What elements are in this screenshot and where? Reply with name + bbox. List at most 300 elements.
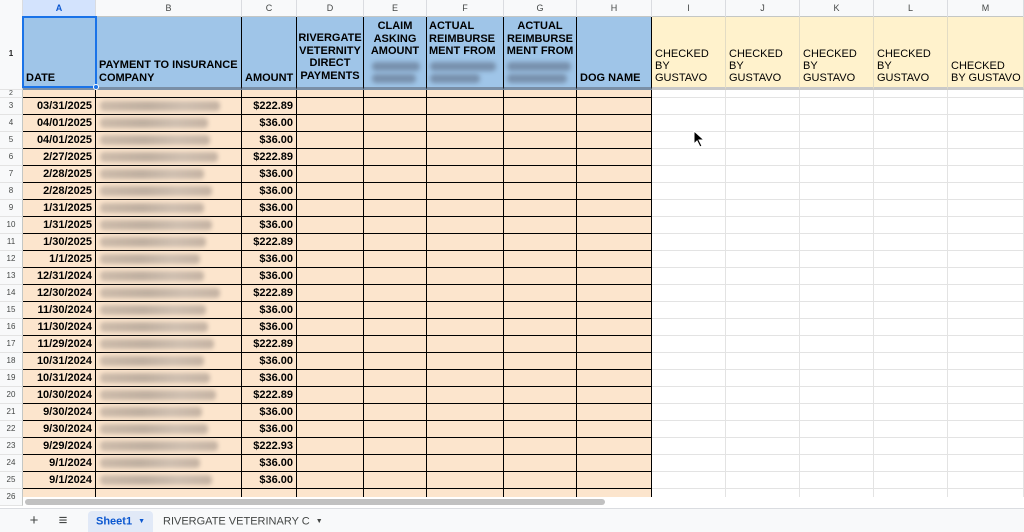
cell-empty[interactable] <box>364 302 427 319</box>
cell-empty[interactable] <box>504 268 577 285</box>
cell-empty[interactable] <box>577 285 652 302</box>
cell-empty[interactable] <box>726 251 800 268</box>
cell-empty[interactable] <box>800 132 874 149</box>
cell-payment-redacted[interactable] <box>96 404 242 421</box>
cell-empty[interactable] <box>948 115 1024 132</box>
cell-empty[interactable] <box>364 98 427 115</box>
row-header-22[interactable]: 22 <box>0 421 23 438</box>
cell-date[interactable]: 2/28/2025 <box>23 183 96 200</box>
cell-empty[interactable] <box>874 90 948 98</box>
cell-empty[interactable] <box>800 115 874 132</box>
cell-empty[interactable] <box>504 319 577 336</box>
cell-amount[interactable]: $36.00 <box>242 421 297 438</box>
cell-payment-redacted[interactable] <box>96 285 242 302</box>
cell-empty[interactable] <box>726 319 800 336</box>
cell-empty[interactable] <box>652 98 726 115</box>
cell-empty[interactable] <box>948 166 1024 183</box>
cell-empty[interactable] <box>297 472 364 489</box>
cell-empty[interactable] <box>652 132 726 149</box>
cell-empty[interactable] <box>427 438 504 455</box>
cell-empty[interactable] <box>874 438 948 455</box>
cell-amount[interactable]: $36.00 <box>242 302 297 319</box>
cell-amount[interactable]: $36.00 <box>242 455 297 472</box>
cell-empty[interactable] <box>726 370 800 387</box>
cell-amount[interactable]: $36.00 <box>242 404 297 421</box>
row-header-2[interactable]: 2 <box>0 90 23 98</box>
cell-empty[interactable] <box>297 370 364 387</box>
cell-empty[interactable] <box>577 132 652 149</box>
cell-empty[interactable] <box>427 353 504 370</box>
cell-payment-redacted[interactable] <box>96 166 242 183</box>
cell-empty[interactable] <box>577 251 652 268</box>
cell-empty[interactable] <box>800 438 874 455</box>
col-header-c[interactable]: C <box>242 0 297 17</box>
cell-empty[interactable] <box>297 166 364 183</box>
cell-empty[interactable] <box>948 472 1024 489</box>
cell-empty[interactable] <box>800 370 874 387</box>
cell-empty[interactable] <box>652 353 726 370</box>
cell-empty[interactable] <box>726 115 800 132</box>
cell-date[interactable]: 9/1/2024 <box>23 472 96 489</box>
cell-empty[interactable] <box>427 370 504 387</box>
header-checked-i[interactable] <box>652 17 726 90</box>
cell-empty[interactable] <box>652 404 726 421</box>
cell-payment-redacted[interactable] <box>96 183 242 200</box>
header-payment[interactable] <box>96 17 242 90</box>
cell-empty[interactable] <box>297 251 364 268</box>
cell-empty[interactable] <box>577 353 652 370</box>
cell-date[interactable]: 9/30/2024 <box>23 404 96 421</box>
cell-empty[interactable] <box>427 268 504 285</box>
cell-empty[interactable] <box>364 472 427 489</box>
cell-amount[interactable]: $36.00 <box>242 115 297 132</box>
cell-amount[interactable]: $222.89 <box>242 336 297 353</box>
cell-date[interactable]: 9/1/2024 <box>23 455 96 472</box>
cell-empty[interactable] <box>800 166 874 183</box>
cell-empty[interactable] <box>577 370 652 387</box>
cell-empty[interactable] <box>652 149 726 166</box>
cell-empty[interactable] <box>504 166 577 183</box>
cell-empty[interactable] <box>948 387 1024 404</box>
cell-empty[interactable] <box>364 234 427 251</box>
cell-empty[interactable] <box>652 421 726 438</box>
row-header-20[interactable]: 20 <box>0 387 23 404</box>
cell-empty[interactable] <box>652 183 726 200</box>
cell-empty[interactable] <box>874 149 948 166</box>
cell-date[interactable]: 1/1/2025 <box>23 251 96 268</box>
cell-empty[interactable] <box>364 285 427 302</box>
cell-empty[interactable] <box>948 217 1024 234</box>
cell-empty[interactable] <box>504 115 577 132</box>
cell-empty[interactable] <box>427 115 504 132</box>
cell-empty[interactable] <box>874 200 948 217</box>
cell-empty[interactable] <box>504 149 577 166</box>
cell-empty[interactable] <box>504 404 577 421</box>
cell-empty[interactable] <box>297 285 364 302</box>
cell-amount[interactable]: $222.93 <box>242 438 297 455</box>
cell-empty[interactable] <box>577 90 652 98</box>
cell-empty[interactable] <box>427 285 504 302</box>
cell-empty[interactable] <box>800 98 874 115</box>
chevron-down-icon[interactable]: ▼ <box>315 518 323 525</box>
cell-amount[interactable]: $222.89 <box>242 387 297 404</box>
cell-empty[interactable] <box>800 455 874 472</box>
header-checked-k[interactable] <box>800 17 874 90</box>
cell-empty[interactable] <box>577 183 652 200</box>
cell-empty[interactable] <box>427 455 504 472</box>
row-header-18[interactable]: 18 <box>0 353 23 370</box>
cell-empty[interactable] <box>800 421 874 438</box>
cell-payment-redacted[interactable] <box>96 455 242 472</box>
cell-empty[interactable] <box>652 90 726 98</box>
cell-empty[interactable] <box>874 387 948 404</box>
cell-payment-redacted[interactable] <box>96 353 242 370</box>
row-header-11[interactable]: 11 <box>0 234 23 251</box>
cell-empty[interactable] <box>874 166 948 183</box>
cell-payment-redacted[interactable] <box>96 200 242 217</box>
cell-empty[interactable] <box>726 438 800 455</box>
cell-empty[interactable] <box>504 472 577 489</box>
cell-empty[interactable] <box>800 90 874 98</box>
cell-empty[interactable] <box>577 234 652 251</box>
cell-empty[interactable] <box>297 115 364 132</box>
cell-empty[interactable] <box>364 166 427 183</box>
cell-empty[interactable] <box>297 319 364 336</box>
cell-empty[interactable] <box>652 455 726 472</box>
cell-empty[interactable] <box>297 387 364 404</box>
cell-empty[interactable] <box>874 455 948 472</box>
cell-empty[interactable] <box>427 132 504 149</box>
cell-empty[interactable] <box>364 251 427 268</box>
cell-empty[interactable] <box>948 268 1024 285</box>
cell-empty[interactable] <box>874 98 948 115</box>
cell-empty[interactable] <box>427 319 504 336</box>
cell-empty[interactable] <box>427 336 504 353</box>
cell-empty[interactable] <box>504 438 577 455</box>
cell-empty[interactable] <box>652 200 726 217</box>
row-header-9[interactable]: 9 <box>0 200 23 217</box>
col-header-g[interactable]: G <box>504 0 577 17</box>
cell-empty[interactable] <box>364 370 427 387</box>
cell-empty[interactable] <box>364 200 427 217</box>
cell-empty[interactable] <box>364 115 427 132</box>
cell-empty[interactable] <box>427 200 504 217</box>
cell-payment-redacted[interactable] <box>96 115 242 132</box>
cell-empty[interactable] <box>874 115 948 132</box>
cell-empty[interactable] <box>427 149 504 166</box>
col-header-j[interactable]: J <box>726 0 800 17</box>
cell-empty[interactable] <box>297 404 364 421</box>
col-header-f[interactable]: F <box>427 0 504 17</box>
cell-empty[interactable] <box>577 217 652 234</box>
cell-empty[interactable] <box>948 404 1024 421</box>
row-header-16[interactable]: 16 <box>0 319 23 336</box>
scrollbar-thumb[interactable] <box>25 499 605 505</box>
cell-empty[interactable] <box>726 149 800 166</box>
cell-empty[interactable] <box>427 302 504 319</box>
cell-empty[interactable] <box>948 353 1024 370</box>
cell-empty[interactable] <box>800 404 874 421</box>
cell-empty[interactable] <box>364 268 427 285</box>
cell-date[interactable]: 10/30/2024 <box>23 387 96 404</box>
cell-empty[interactable] <box>726 234 800 251</box>
cell-empty[interactable] <box>726 268 800 285</box>
cell-empty[interactable] <box>800 302 874 319</box>
cell-empty[interactable] <box>577 302 652 319</box>
header-direct-payments[interactable] <box>297 17 364 90</box>
row-header-25[interactable]: 25 <box>0 472 23 489</box>
row-header-5[interactable]: 5 <box>0 132 23 149</box>
cell-date[interactable]: 11/30/2024 <box>23 302 96 319</box>
cell-empty[interactable] <box>364 404 427 421</box>
cell-empty[interactable] <box>427 166 504 183</box>
cell-empty[interactable] <box>652 166 726 183</box>
cell-empty[interactable] <box>364 132 427 149</box>
row-header-10[interactable]: 10 <box>0 217 23 234</box>
header-amount[interactable] <box>242 17 297 90</box>
cell-payment-redacted[interactable] <box>96 421 242 438</box>
row-header-1[interactable]: 1 <box>0 17 23 90</box>
cell-empty[interactable] <box>948 132 1024 149</box>
cell-empty[interactable] <box>948 455 1024 472</box>
cell-empty[interactable] <box>726 353 800 370</box>
cell-empty[interactable] <box>504 183 577 200</box>
cell-empty[interactable] <box>297 455 364 472</box>
cell-payment-redacted[interactable] <box>96 268 242 285</box>
cell-empty[interactable] <box>297 268 364 285</box>
cell-amount[interactable]: $36.00 <box>242 183 297 200</box>
row-header-8[interactable]: 8 <box>0 183 23 200</box>
row-header-12[interactable]: 12 <box>0 251 23 268</box>
row-header-26[interactable]: 26 <box>0 489 23 506</box>
cell-empty[interactable] <box>364 90 427 98</box>
row-header-7[interactable]: 7 <box>0 166 23 183</box>
cell-empty[interactable] <box>726 132 800 149</box>
cell-empty[interactable] <box>800 472 874 489</box>
cell-empty[interactable] <box>297 353 364 370</box>
cell-empty[interactable] <box>297 438 364 455</box>
cell-empty[interactable] <box>726 217 800 234</box>
cell-empty[interactable] <box>800 251 874 268</box>
cell-empty[interactable] <box>726 166 800 183</box>
cell-empty[interactable] <box>948 421 1024 438</box>
col-header-l[interactable]: L <box>874 0 948 17</box>
col-header-d[interactable]: D <box>297 0 364 17</box>
cell-empty[interactable] <box>652 472 726 489</box>
cell-empty[interactable] <box>726 472 800 489</box>
cell-empty[interactable] <box>504 353 577 370</box>
cell-empty[interactable] <box>726 455 800 472</box>
sheet-tab-rivergate[interactable] <box>155 511 331 532</box>
cell-empty[interactable] <box>652 370 726 387</box>
cell-empty[interactable] <box>577 336 652 353</box>
cell-empty[interactable] <box>504 217 577 234</box>
cell-empty[interactable] <box>504 251 577 268</box>
cell-amount[interactable]: $222.89 <box>242 285 297 302</box>
col-header-h[interactable]: H <box>577 0 652 17</box>
cell-empty[interactable] <box>874 234 948 251</box>
cell-amount[interactable]: $36.00 <box>242 472 297 489</box>
cell-empty[interactable] <box>652 115 726 132</box>
cell-empty[interactable] <box>577 455 652 472</box>
cell-empty[interactable] <box>297 98 364 115</box>
cell-empty[interactable] <box>874 251 948 268</box>
cell-amount[interactable]: $36.00 <box>242 132 297 149</box>
cell-empty[interactable] <box>577 421 652 438</box>
cell-empty[interactable] <box>504 455 577 472</box>
cell-date[interactable]: 1/31/2025 <box>23 200 96 217</box>
cell-empty[interactable] <box>874 370 948 387</box>
cell-empty[interactable] <box>652 268 726 285</box>
cell-empty[interactable] <box>297 183 364 200</box>
cell-empty[interactable] <box>652 438 726 455</box>
row-header-6[interactable]: 6 <box>0 149 23 166</box>
cell-payment-redacted[interactable] <box>96 387 242 404</box>
cell-amount[interactable]: $222.89 <box>242 98 297 115</box>
cell-empty[interactable] <box>427 472 504 489</box>
cell-empty[interactable] <box>427 251 504 268</box>
cell-payment-redacted[interactable] <box>96 90 242 98</box>
cell-empty[interactable] <box>364 421 427 438</box>
cell-empty[interactable] <box>577 319 652 336</box>
row-header-15[interactable]: 15 <box>0 302 23 319</box>
cell-payment-redacted[interactable] <box>96 336 242 353</box>
col-header-i[interactable]: I <box>652 0 726 17</box>
cell-empty[interactable] <box>948 234 1024 251</box>
cell-empty[interactable] <box>874 472 948 489</box>
col-header-b[interactable]: B <box>96 0 242 17</box>
cell-amount[interactable]: $36.00 <box>242 200 297 217</box>
row-header-14[interactable]: 14 <box>0 285 23 302</box>
header-dog-name[interactable] <box>577 17 652 90</box>
cell-empty[interactable] <box>726 387 800 404</box>
cell-empty[interactable] <box>577 149 652 166</box>
cell-empty[interactable] <box>874 336 948 353</box>
cell-empty[interactable] <box>800 353 874 370</box>
cell-empty[interactable] <box>297 234 364 251</box>
cell-empty[interactable] <box>652 319 726 336</box>
cell-empty[interactable] <box>726 98 800 115</box>
cell-empty[interactable] <box>504 370 577 387</box>
cell-empty[interactable] <box>364 438 427 455</box>
cell-empty[interactable] <box>800 200 874 217</box>
chevron-down-icon[interactable]: ▼ <box>138 518 146 525</box>
cell-empty[interactable] <box>504 98 577 115</box>
cell-empty[interactable] <box>874 183 948 200</box>
cell-empty[interactable] <box>577 268 652 285</box>
cell-empty[interactable] <box>297 217 364 234</box>
cell-date[interactable]: 12/31/2024 <box>23 268 96 285</box>
cell-date[interactable]: 10/31/2024 <box>23 353 96 370</box>
header-checked-j[interactable] <box>726 17 800 90</box>
cell-empty[interactable] <box>800 319 874 336</box>
header-checked-l[interactable] <box>874 17 948 90</box>
col-header-a[interactable]: A <box>23 0 96 17</box>
cell-date[interactable]: 11/30/2024 <box>23 319 96 336</box>
cell-empty[interactable] <box>364 149 427 166</box>
cell-empty[interactable] <box>652 234 726 251</box>
cell-empty[interactable] <box>948 98 1024 115</box>
cell-amount[interactable]: $36.00 <box>242 251 297 268</box>
cell-empty[interactable] <box>874 132 948 149</box>
cell-empty[interactable] <box>364 183 427 200</box>
cell-empty[interactable] <box>297 200 364 217</box>
cell-empty[interactable] <box>948 336 1024 353</box>
cell-empty[interactable] <box>874 421 948 438</box>
cell-empty[interactable] <box>577 472 652 489</box>
col-header-k[interactable]: K <box>800 0 874 17</box>
cell-empty[interactable] <box>427 387 504 404</box>
cell-empty[interactable] <box>297 132 364 149</box>
cell-empty[interactable] <box>948 319 1024 336</box>
cell-empty[interactable] <box>948 285 1024 302</box>
cell-empty[interactable] <box>652 251 726 268</box>
cell-empty[interactable] <box>652 217 726 234</box>
cell-empty[interactable] <box>427 90 504 98</box>
cell-payment-redacted[interactable] <box>96 438 242 455</box>
cell-empty[interactable] <box>652 336 726 353</box>
cell-empty[interactable] <box>726 183 800 200</box>
cell-empty[interactable] <box>948 183 1024 200</box>
cell-empty[interactable] <box>297 302 364 319</box>
cell-empty[interactable] <box>427 183 504 200</box>
cell-payment-redacted[interactable] <box>96 98 242 115</box>
cell-amount[interactable]: $36.00 <box>242 370 297 387</box>
cell-empty[interactable] <box>652 285 726 302</box>
cell-empty[interactable] <box>427 217 504 234</box>
cell-payment-redacted[interactable] <box>96 472 242 489</box>
cell-payment-redacted[interactable] <box>96 132 242 149</box>
cell-empty[interactable] <box>504 200 577 217</box>
cell-date[interactable]: 2/28/2025 <box>23 166 96 183</box>
cell-payment-redacted[interactable] <box>96 234 242 251</box>
cell-payment-redacted[interactable] <box>96 302 242 319</box>
cell-empty[interactable] <box>297 149 364 166</box>
cell-empty[interactable] <box>948 149 1024 166</box>
cell-empty[interactable] <box>364 319 427 336</box>
cell-empty[interactable] <box>726 404 800 421</box>
cell-empty[interactable] <box>948 302 1024 319</box>
cell-empty[interactable] <box>874 353 948 370</box>
cell-empty[interactable] <box>800 217 874 234</box>
cell-empty[interactable] <box>800 387 874 404</box>
cell-empty[interactable] <box>577 200 652 217</box>
cell-empty[interactable] <box>948 438 1024 455</box>
row-header-21[interactable]: 21 <box>0 404 23 421</box>
cell-empty[interactable] <box>504 90 577 98</box>
cell-empty[interactable] <box>504 302 577 319</box>
cell-empty[interactable] <box>577 115 652 132</box>
cell-empty[interactable] <box>948 251 1024 268</box>
cell-empty[interactable] <box>364 387 427 404</box>
cell-empty[interactable] <box>577 98 652 115</box>
cell-date[interactable]: 11/29/2024 <box>23 336 96 353</box>
cell-date[interactable]: 2/27/2025 <box>23 149 96 166</box>
cell-empty[interactable] <box>297 421 364 438</box>
cell-empty[interactable] <box>948 200 1024 217</box>
row-header-19[interactable]: 19 <box>0 370 23 387</box>
cell-empty[interactable] <box>577 166 652 183</box>
cell-empty[interactable] <box>577 404 652 421</box>
cell-empty[interactable] <box>364 217 427 234</box>
plus-icon[interactable]: + <box>29 512 39 529</box>
menu-icon[interactable]: ≡ <box>58 512 68 529</box>
cell-empty[interactable] <box>800 183 874 200</box>
row-header-24[interactable]: 24 <box>0 455 23 472</box>
cell-payment-redacted[interactable] <box>96 251 242 268</box>
cell-empty[interactable] <box>504 285 577 302</box>
cell-date[interactable]: 04/01/2025 <box>23 132 96 149</box>
